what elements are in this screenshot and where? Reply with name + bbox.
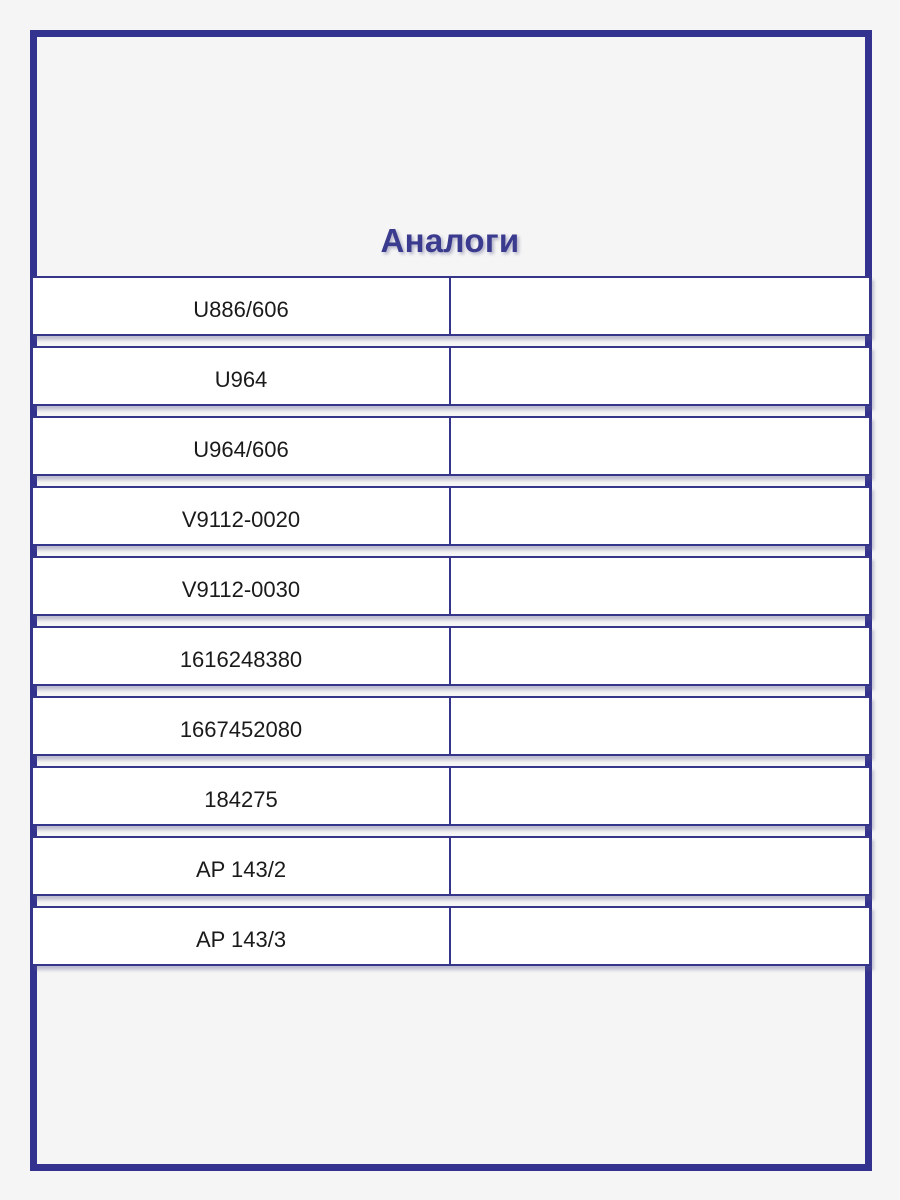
table-row [31,416,871,476]
empty-cell [451,698,869,754]
empty-cell [451,418,869,474]
table-row [31,626,871,686]
empty-cell [451,348,869,404]
table-row [31,276,871,336]
empty-cell [451,838,869,894]
analog-code-cell: V9112-0020 [33,488,451,544]
analog-code-cell: 184275 [33,768,451,824]
analog-code-cell: U886/606 [33,278,451,334]
analog-code-cell: 1667452080 [33,698,451,754]
empty-cell [451,908,869,964]
analog-code-cell: V9112-0030 [33,558,451,614]
analog-code-cell: U964 [33,348,451,404]
table-row [31,696,871,756]
empty-cell [451,628,869,684]
empty-cell [451,488,869,544]
analog-code-cell: 1616248380 [33,628,451,684]
table-row [31,766,871,826]
analog-code-cell: AP 143/2 [33,838,451,894]
table-row [31,906,871,966]
analogs-table [31,276,871,966]
page-title: Аналоги [380,222,520,259]
analog-code-cell: AP 143/3 [33,908,451,964]
analog-code-cell: U964/606 [33,418,451,474]
empty-cell [451,278,869,334]
table-row [31,486,871,546]
table-row [31,556,871,616]
table-row [31,836,871,896]
empty-cell [451,768,869,824]
table-row [31,346,871,406]
empty-cell [451,558,869,614]
